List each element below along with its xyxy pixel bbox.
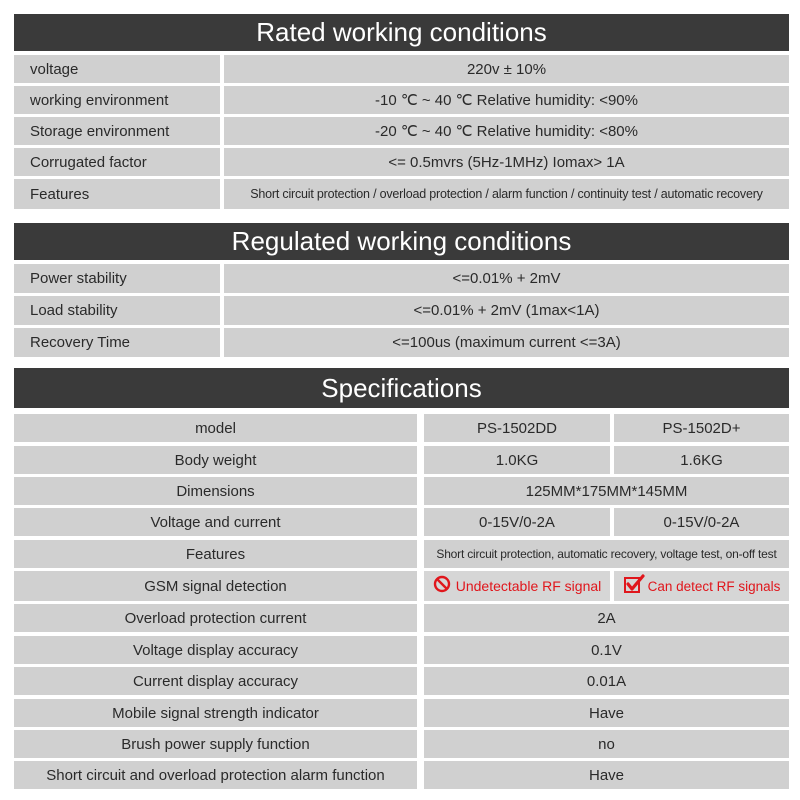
spec-value-voltage-accuracy: 0.1V (424, 636, 789, 664)
spec-value-brush-power: no (424, 730, 789, 758)
spec-value-weight-2: 1.6KG (614, 446, 789, 474)
rated-row-value: Short circuit protection / overload protection / alarm function / continuity test / automatic recovery (224, 179, 789, 209)
spec-row-label: Features (14, 540, 417, 568)
spec-row-label: Dimensions (14, 477, 417, 505)
regulated-row-value: <=0.01% + 2mV (1max<1A) (224, 296, 789, 325)
rated-row-label: Features (14, 179, 220, 209)
spec-value-signal-indicator: Have (424, 699, 789, 727)
gsm-detectable-label: Can detect RF signals (647, 578, 781, 594)
spec-value-model-1: PS-1502DD (424, 414, 610, 442)
gsm-undetectable-label: Undetectable RF signal (455, 578, 602, 594)
regulated-row-value: <=0.01% + 2mV (224, 264, 789, 293)
spec-row-label: Brush power supply function (14, 730, 417, 758)
spec-row-label: model (14, 414, 417, 442)
spec-value-gsm-1 (424, 571, 610, 601)
rated-section-title: Rated working conditions (14, 14, 789, 51)
spec-value-voltage-2: 0-15V/0-2A (614, 508, 789, 536)
regulated-row-label: Recovery Time (14, 328, 220, 357)
regulated-row-value: <=100us (maximum current <=3A) (224, 328, 789, 357)
spec-value-gsm-2 (614, 571, 789, 601)
specifications-section-title: Specifications (14, 368, 789, 408)
regulated-section-title: Regulated working conditions (14, 223, 789, 260)
regulated-row-label: Power stability (14, 264, 220, 293)
spec-value-features: Short circuit protection, automatic recovery, voltage test, on-off test (424, 540, 789, 568)
regulated-row-label: Load stability (14, 296, 220, 325)
spec-row-label: Mobile signal strength indicator (14, 699, 417, 727)
rated-row-label: Storage environment (14, 117, 220, 145)
spec-value-current-accuracy: 0.01A (424, 667, 789, 695)
rated-row-value: -20 ℃ ~ 40 ℃ Relative humidity: <80% (224, 117, 789, 145)
spec-value-voltage-1: 0-15V/0-2A (424, 508, 610, 536)
spec-row-label: Overload protection current (14, 604, 417, 632)
rated-row-label: Corrugated factor (14, 148, 220, 176)
spec-row-label: GSM signal detection (14, 571, 417, 601)
spec-row-label: Current display accuracy (14, 667, 417, 695)
rated-row-value: -10 ℃ ~ 40 ℃ Relative humidity: <90% (224, 86, 789, 114)
spec-value-weight-1: 1.0KG (424, 446, 610, 474)
rated-row-value: 220v ± 10% (224, 55, 789, 83)
spec-value-model-2: PS-1502D+ (614, 414, 789, 442)
spec-row-label: Short circuit and overload protection alarm function (14, 761, 417, 789)
spec-value-alarm-function: Have (424, 761, 789, 789)
rated-row-label: voltage (14, 55, 220, 83)
prohibited-icon (433, 575, 451, 597)
spec-row-label: Voltage and current (14, 508, 417, 536)
spec-value-overload-current: 2A (424, 604, 789, 632)
checkmark-icon (623, 574, 645, 598)
rated-row-value: <= 0.5mvrs (5Hz-1MHz) Iomax> 1A (224, 148, 789, 176)
spec-row-label: Voltage display accuracy (14, 636, 417, 664)
spec-value-dimensions: 125MM*175MM*145MM (424, 477, 789, 505)
spec-row-label: Body weight (14, 446, 417, 474)
rated-row-label: working environment (14, 86, 220, 114)
